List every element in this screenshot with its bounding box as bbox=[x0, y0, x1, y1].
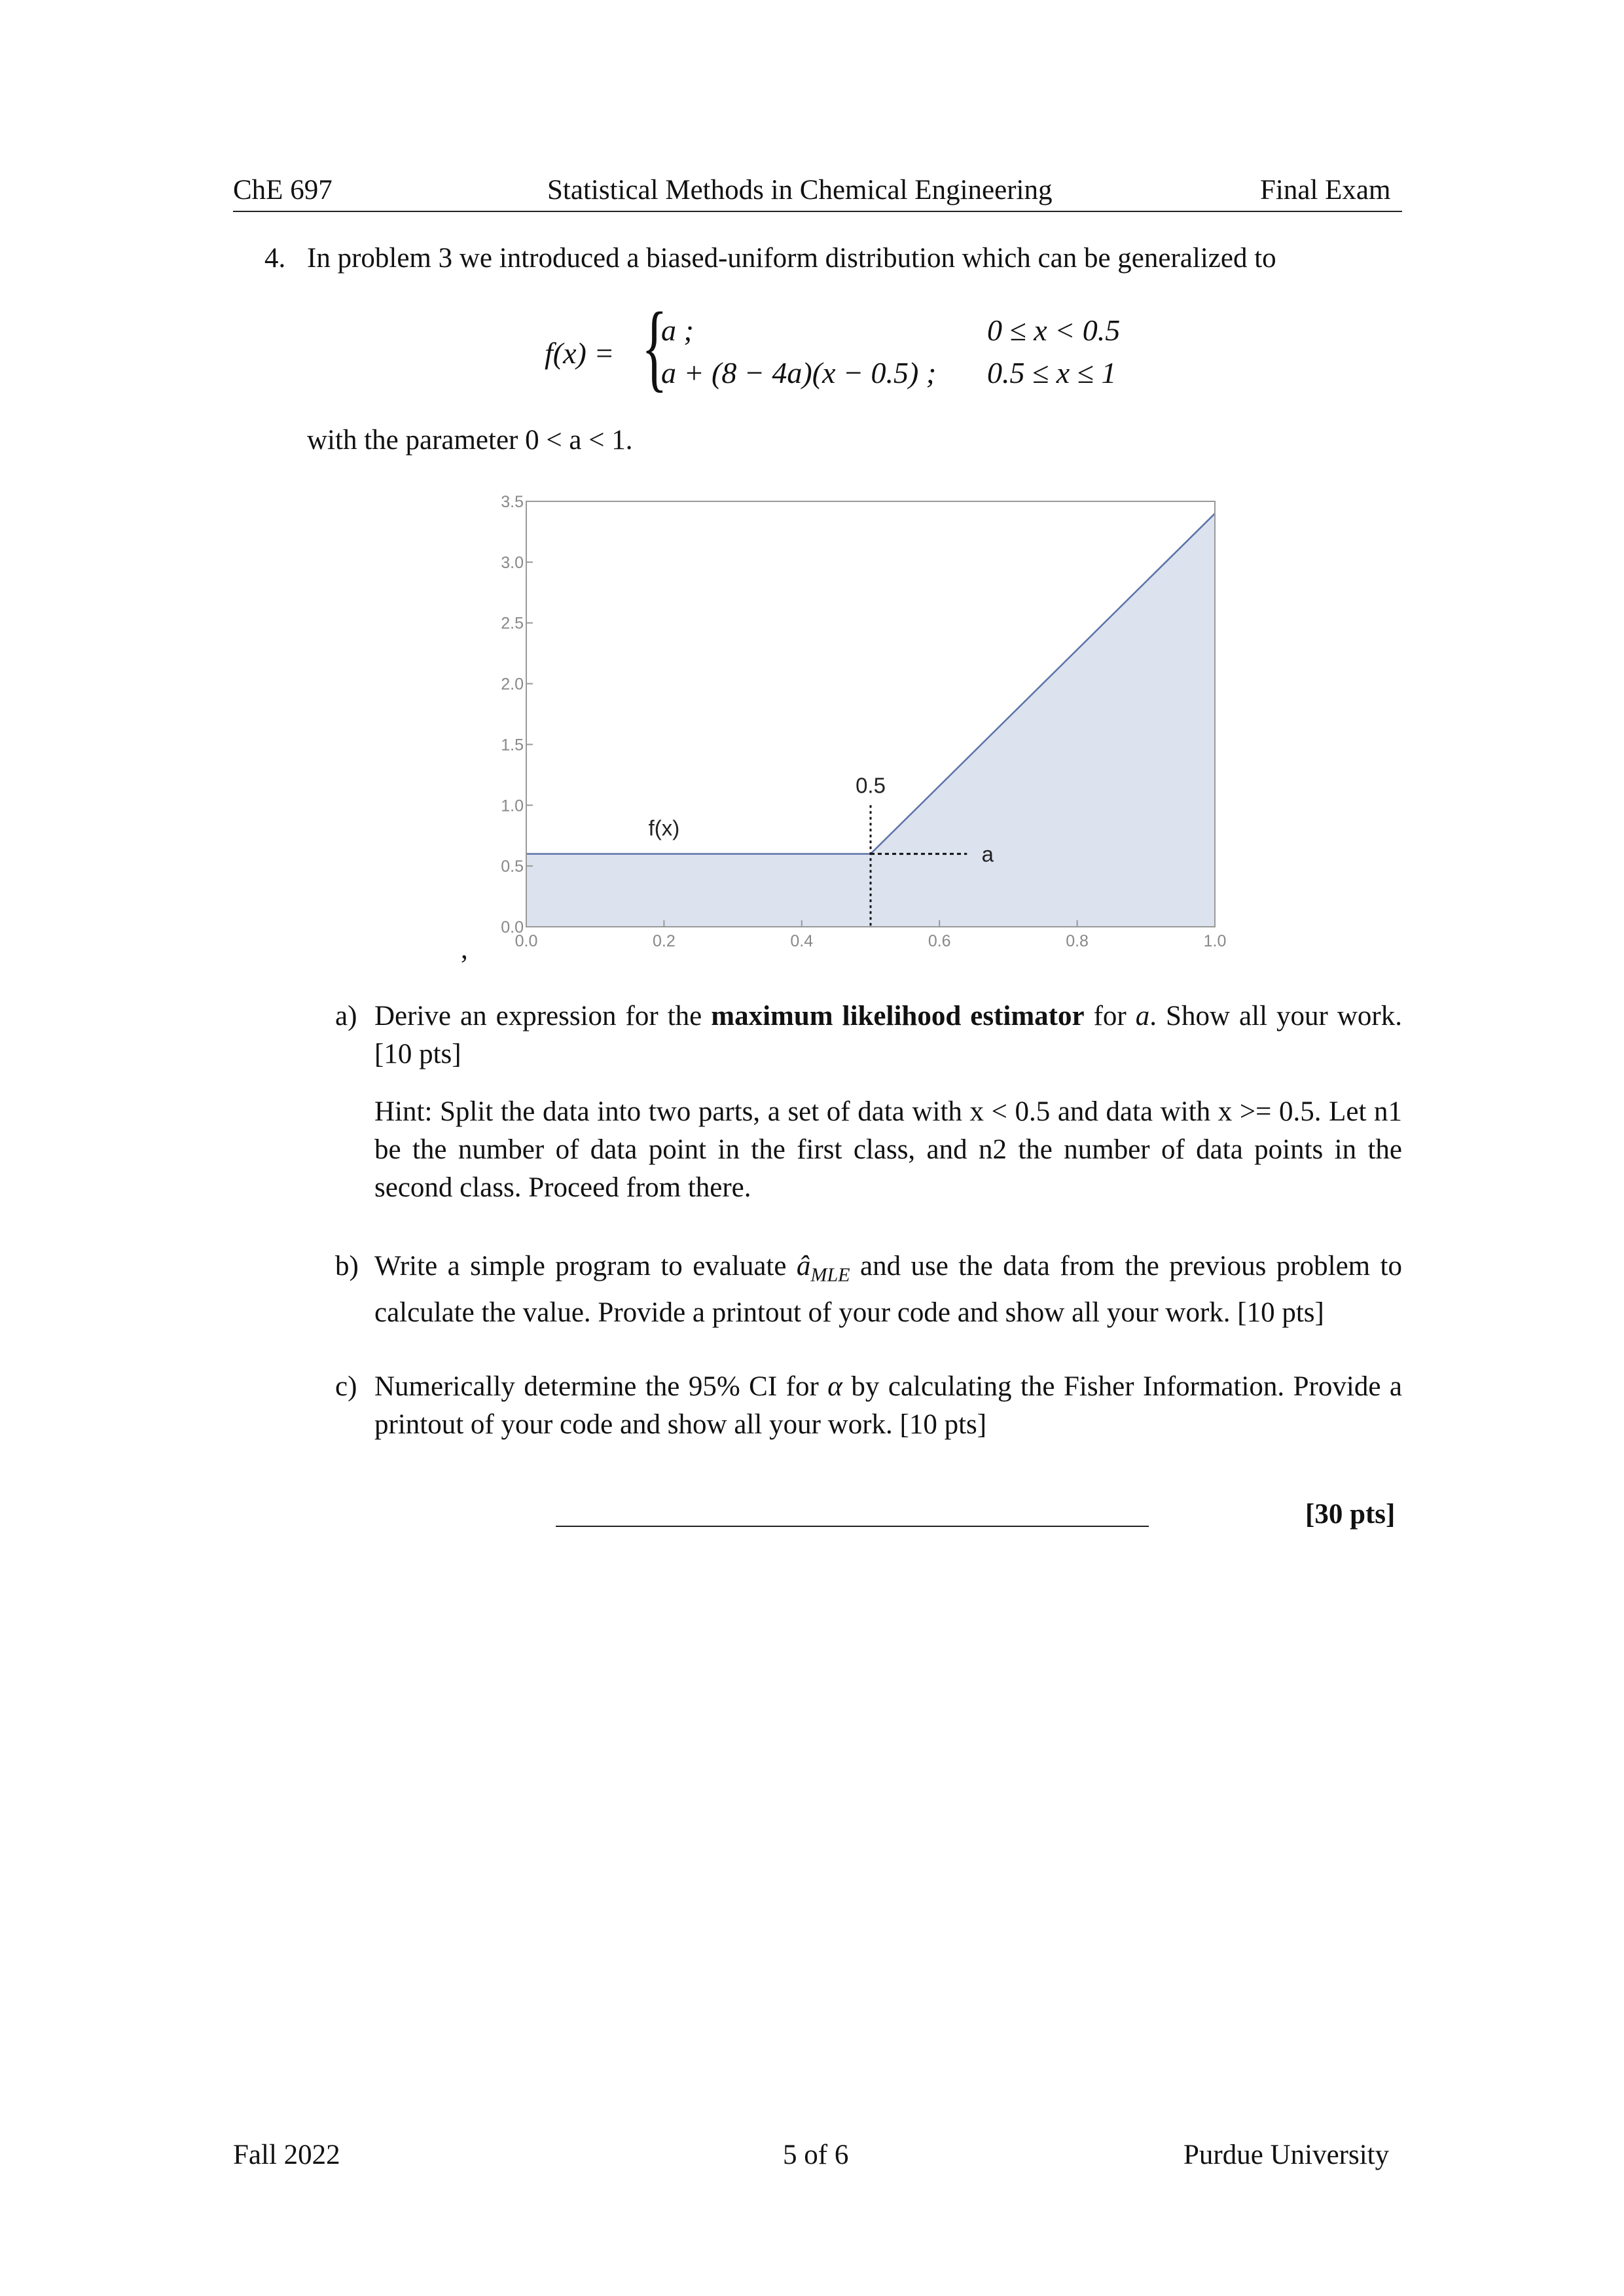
part-a-text-pre: Derive an expression for the bbox=[374, 1001, 712, 1031]
equation-case2-expr: a + (8 − 4a)(x − 0.5) ; bbox=[661, 356, 937, 389]
level-label: a bbox=[981, 842, 994, 867]
part-c-label: c) bbox=[335, 1371, 357, 1402]
equation-lhs bbox=[545, 334, 614, 373]
header-rule bbox=[233, 211, 1402, 212]
x-tick-label: 0.2 bbox=[653, 932, 676, 950]
equation-case2-condition bbox=[987, 353, 1116, 393]
breakpoint-label: 0.5 bbox=[856, 773, 886, 798]
curve-label: f(x) bbox=[648, 816, 680, 840]
equation-case1-expr: a ; bbox=[661, 314, 694, 347]
y-tick-label: 0.5 bbox=[501, 857, 524, 876]
y-tick-label: 3.5 bbox=[501, 493, 524, 511]
part-b bbox=[335, 1247, 1402, 1332]
footer-school: Purdue University bbox=[1183, 2140, 1390, 2170]
answer-rule bbox=[556, 1526, 1149, 1527]
part-a-text-post: . Show all your work. [10 pts] bbox=[374, 1001, 1403, 1069]
y-tick-label: 1.0 bbox=[501, 797, 524, 816]
y-tick-label: 0.0 bbox=[501, 918, 524, 937]
equation-brace: { bbox=[641, 293, 668, 401]
y-tick-label: 1.5 bbox=[501, 736, 524, 755]
part-a-label: a) bbox=[335, 1001, 357, 1031]
part-a-text-mid: for bbox=[1084, 1001, 1136, 1031]
y-tick-label: 2.5 bbox=[501, 614, 524, 633]
part-a bbox=[335, 997, 1402, 1207]
part-b-symbol: â bbox=[796, 1251, 811, 1282]
part-c-text-post: by calculating the Fisher Information. Provide a printout of your code and show all your work. [10 pts] bbox=[374, 1371, 1402, 1440]
header-exam: Final Exam bbox=[1260, 175, 1391, 206]
equation-case1 bbox=[661, 311, 694, 350]
header-title: Statistical Methods in Chemical Engineering bbox=[547, 175, 1053, 206]
x-tick-label: 0.8 bbox=[1066, 932, 1089, 950]
part-c-body bbox=[374, 1368, 1402, 1444]
equation-case1-cond: 0 ≤ x < 0.5 bbox=[987, 314, 1121, 347]
equation-case2 bbox=[661, 353, 936, 393]
stray-comma: , bbox=[461, 934, 468, 965]
part-a-bold: maximum likelihood estimator bbox=[711, 1001, 1085, 1031]
problem-intro: In problem 3 we introduced a biased-uniform distribution which can be generalized to bbox=[307, 243, 1276, 274]
y-tick-label: 2.0 bbox=[501, 675, 524, 694]
x-tick-label: 0.4 bbox=[790, 932, 814, 950]
y-tick-label: 3.0 bbox=[501, 553, 524, 572]
equation-case1-condition bbox=[987, 311, 1120, 350]
total-points: [30 pts] bbox=[1305, 1499, 1396, 1530]
part-a-hint: Hint: Split the data into two parts, a set of data with x < 0.5 and data with x >= 0.5. Let n1 be the number of data point in the first class, and n2 the number of data points in the second class. Proceed from there. bbox=[374, 1096, 1402, 1203]
part-b-body bbox=[374, 1247, 1402, 1332]
part-a-body bbox=[374, 997, 1402, 1073]
problem-number: 4. bbox=[264, 243, 286, 274]
parameter-text: with the parameter 0 < a < 1. bbox=[307, 425, 633, 456]
part-b-label: b) bbox=[335, 1251, 359, 1282]
part-c bbox=[335, 1368, 1402, 1444]
part-c-text-pre: Numerically determine the 95% CI for bbox=[374, 1371, 828, 1402]
part-b-symbol-sub: MLE bbox=[810, 1263, 850, 1286]
footer-term: Fall 2022 bbox=[233, 2140, 340, 2170]
part-c-symbol: α bbox=[827, 1371, 842, 1402]
equation-lhs-text: f(x) = bbox=[545, 336, 615, 370]
pdf-plot bbox=[458, 484, 1244, 982]
x-tick-label: 0.6 bbox=[928, 932, 951, 950]
footer-page: 5 of 6 bbox=[783, 2140, 849, 2170]
part-b-text-pre: Write a simple program to evaluate bbox=[374, 1251, 797, 1282]
plot-root bbox=[501, 493, 1226, 950]
x-tick-label: 1.0 bbox=[1203, 932, 1227, 950]
part-a-var: a bbox=[1135, 1001, 1150, 1031]
part-b-text-post: and use the data from the previous problem to calculate the value. Provide a printout of your code and show all your work. [10 pts] bbox=[374, 1251, 1402, 1328]
equation-case2-cond: 0.5 ≤ x ≤ 1 bbox=[987, 356, 1117, 389]
x-tick-label: 0.0 bbox=[514, 932, 538, 950]
header-course: ChE 697 bbox=[233, 175, 333, 206]
